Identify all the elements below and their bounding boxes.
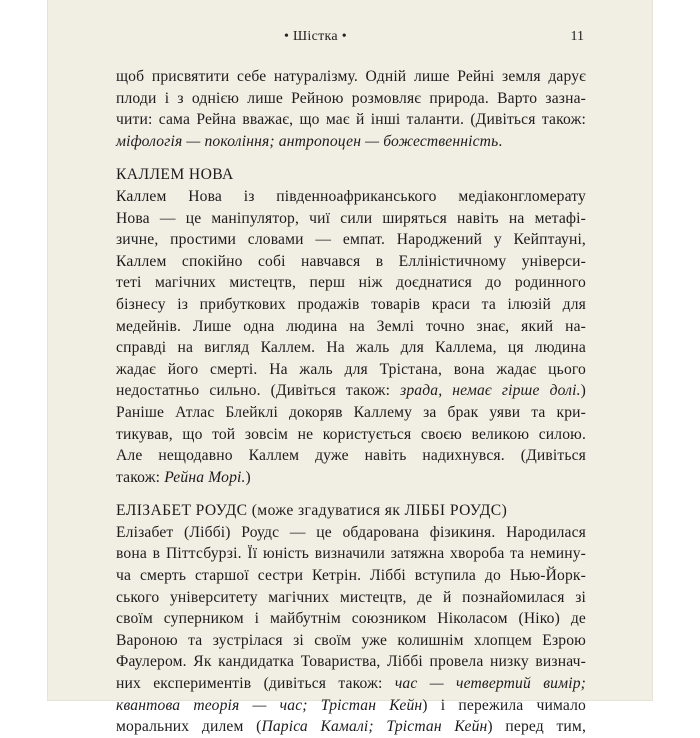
text-line: тикував, що той зовсім не користується своєю великою силою. (116, 425, 586, 443)
text-fragment: також: (116, 468, 165, 486)
text-line: Каллем Нова із південноафриканського медіаконгломерату (116, 187, 586, 205)
text-fragment: недостатньо сильно. (Дивіться також: (116, 382, 401, 400)
text-fragment: моральних дилем ( (116, 718, 262, 736)
text-line: справді на вигляд Каллем. На жаль для Каллема, ця людина (116, 339, 586, 357)
text-line: чити: сама Рейна вважає, що має й інші таланти. (Дивіться також: (116, 111, 586, 129)
text-line (116, 467, 586, 489)
text-line (116, 695, 586, 717)
entry-heading-callum: КАЛЛЕМ НОВА (116, 166, 234, 184)
text-fragment: ) (245, 468, 251, 486)
italic-crossref: час — четвертий вимір; (394, 675, 586, 693)
text-line: жадає його смерті. На жаль для Трістана, вона жадає цього (116, 360, 586, 378)
text-line: ча смерть старшої сестри Кетрін. Ліббі вступила до Нью-Йорк- (116, 567, 586, 585)
text-line (116, 380, 586, 402)
text-line (116, 673, 586, 695)
text-line: теті магічних мистецтв, перш ніж доєднатися до родинного (116, 274, 586, 292)
text-line (116, 131, 586, 153)
text-line: Вароною та зустрілася зі своїм уже колишнім хлопцем Езрою (116, 631, 586, 649)
italic-crossref: зрада, немає гірше долі. (400, 382, 581, 400)
text-line: Елізабет (Ліббі) Роудс — це обдарована фізикиня. Народилася (116, 523, 586, 541)
italic-crossref: Паріса Камалі; Трістан Кейн (261, 718, 488, 736)
italic-crossref: Рейна Морі. (164, 468, 246, 486)
text-line: Нова — це маніпулятор, чиї сили ширяться навіть на метафі- (116, 209, 586, 227)
text-line: Фаулером. Як кандидатка Товариства, Ліббі провела низку визнач- (116, 653, 586, 671)
text-line: плоди і з однією лише Рейною розмовляє природа. Варто зазна- (116, 89, 586, 107)
text-line: зичне, простими словами — емпат. Народжений у Кейптауні, (116, 231, 586, 249)
chapter-title: • Шістка • (284, 29, 347, 44)
italic-crossref: квантова теорія — час; Трістан Кейн (116, 696, 423, 714)
text-line: Раніше Атлас Блейклі докоряв Каллему за брак уяви та кри- (116, 403, 586, 421)
text-fragment: ) і пережила чимало (422, 696, 586, 714)
text-line: своїм суперником і майбутнім союзником Ніколасом (Ніко) де (116, 610, 586, 628)
page-number: 11 (570, 29, 584, 44)
book-page (48, 0, 652, 736)
text-line: щоб присвятити себе натуралізму. Одній лише Рейні земля дарує (116, 68, 586, 85)
text-line: вона в Піттсбурзі. Її юність визначили затяжна хвороба та немину- (116, 545, 586, 563)
text-fragment: них експериментів (дивіться також: (116, 675, 395, 693)
text-line: Але нещодавно Каллем дуже навіть надихнувся. (Дивіться (116, 447, 586, 465)
body-text (116, 66, 586, 738)
text-line: Каллем спокійно собі навчався в Елліністичному універси- (116, 252, 586, 270)
italic-crossref: міфологія — покоління; антропоцен — божественність (116, 132, 499, 150)
text-line: медейнів. Лише одна людина на Землі точно знає, який на- (116, 317, 586, 335)
text-line: ського університету магічних мистецтв, де й познайомилася зі (116, 588, 586, 606)
running-head (48, 27, 652, 47)
text-fragment: ) (580, 382, 586, 400)
entry-heading-libby: ЕЛІЗАБЕТ РОУДС (може згадуватися як ЛІББІ РОУДС) (116, 502, 508, 520)
text-fragment: ) перед тим, (487, 718, 586, 736)
text-fragment: . (498, 132, 503, 150)
text-line: бізнесу із прибуткових продажів товарів краси та ілюзій для (116, 295, 586, 313)
text-line (116, 716, 586, 738)
